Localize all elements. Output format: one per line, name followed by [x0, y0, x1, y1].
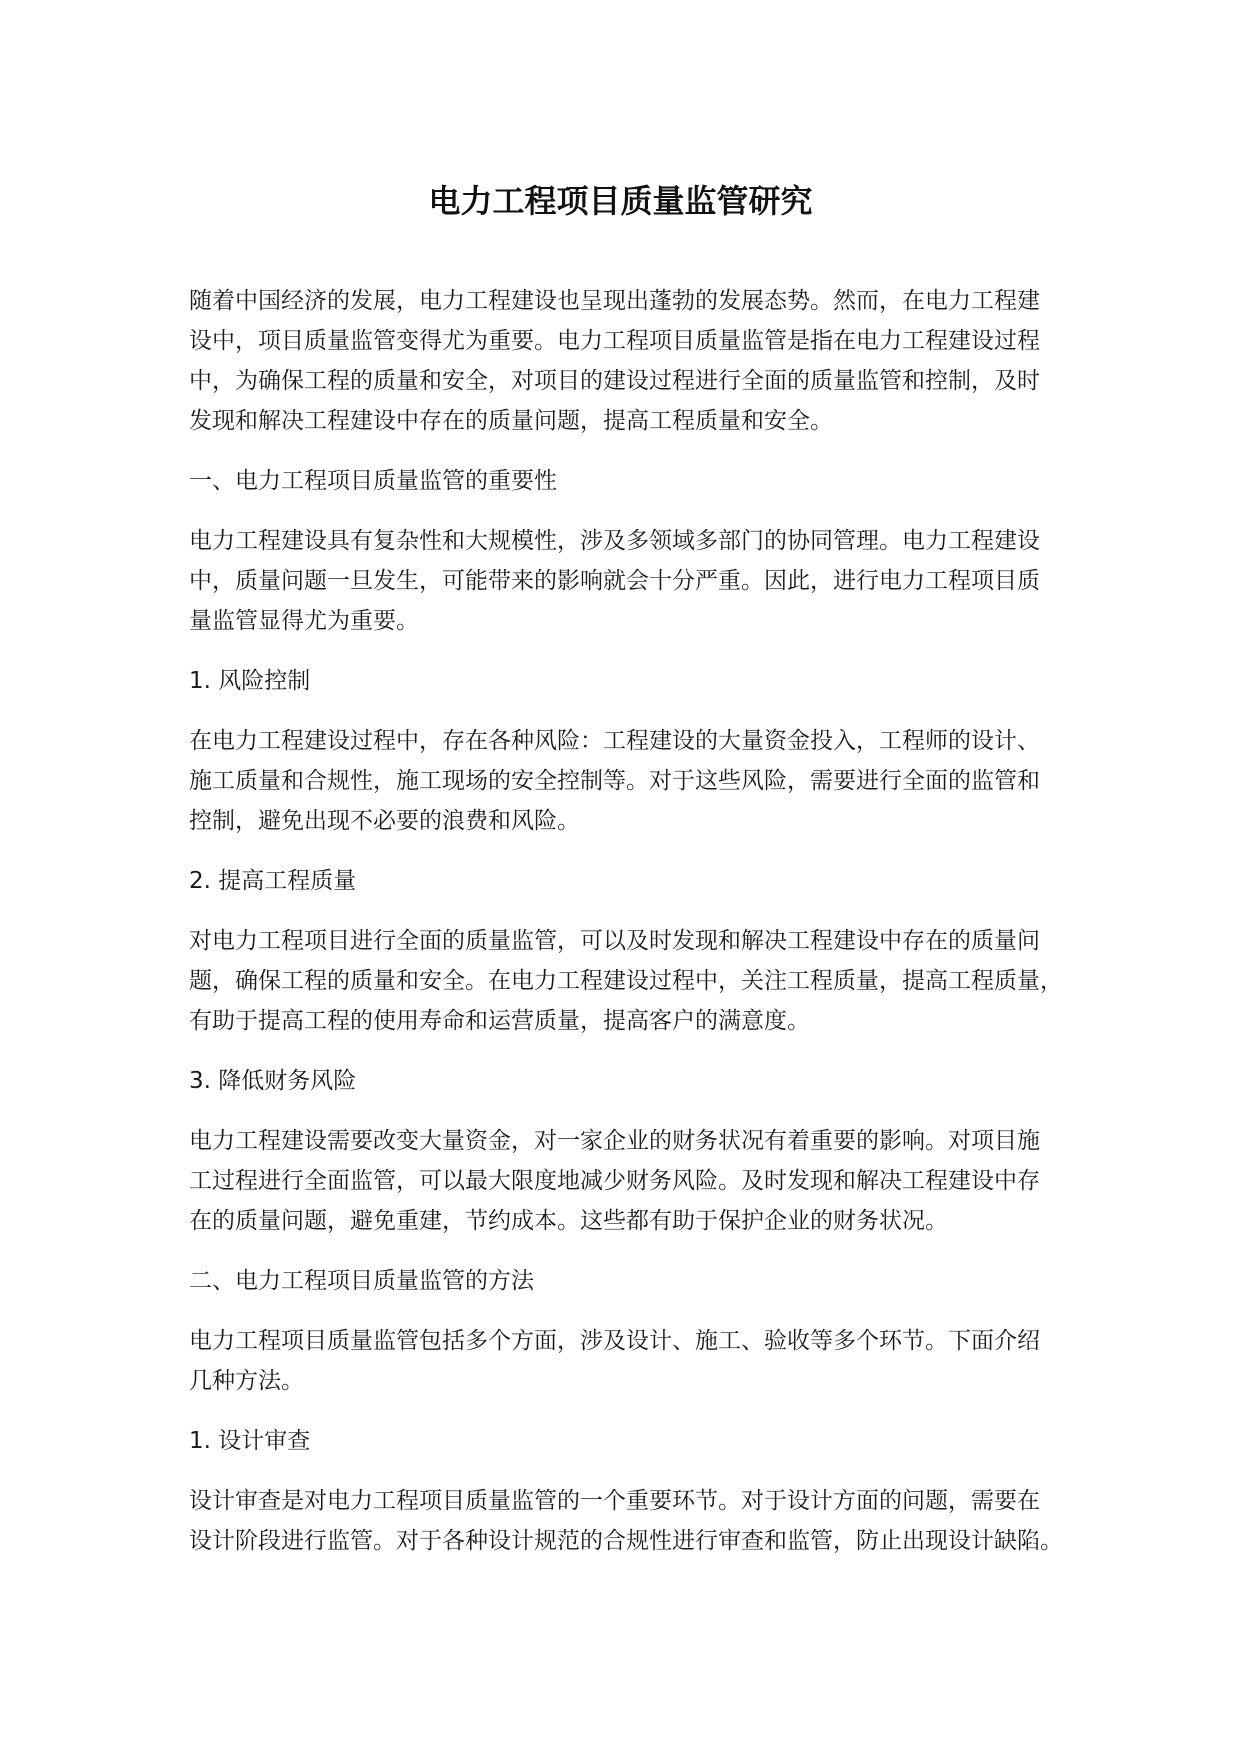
design-review-paragraph: 设计审查是对电力工程项目质量监管的一个重要环节。对于设计方面的问题，需要在 设计阶段进行监管。对于各种设计规范的合规性进行审查和监管，防止出现设计缺陷。	[189, 1488, 1063, 1554]
section-heading-methods: 二、电力工程项目质量监管的方法	[189, 1268, 534, 1294]
subheading-improve-quality: 2. 提高工程质量	[189, 868, 357, 894]
document-body	[189, 281, 1069, 1581]
subheading-risk-control: 1. 风险控制	[189, 668, 311, 694]
financial-risk-paragraph: 电力工程建设需要改变大量资金，对一家企业的财务状况有着重要的影响。对项目施 工过程进行全面监管，可以最大限度地减少财务风险。及时发现和解决工程建设中存 在的质量问题，避免重建，节约成本。这些都有助于保护企业的财务状况。	[189, 1128, 1040, 1234]
improve-quality-paragraph: 对电力工程项目进行全面的质量监管，可以及时发现和解决工程建设中存在的质量问 题，确保工程的质量和安全。在电力工程建设过程中，关注工程质量，提高工程质量， 有助于提高工程的使用寿命和运营质量，提高客户的满意度。	[189, 928, 1063, 1034]
risk-control-paragraph: 在电力工程建设过程中，存在各种风险：工程建设的大量资金投入，工程师的设计、 施工质量和合规性，施工现场的安全控制等。对于这些风险，需要进行全面的监管和 控制，避免出现不必要的浪费和风险。	[189, 728, 1040, 834]
methods-paragraph: 电力工程项目质量监管包括多个方面，涉及设计、施工、验收等多个环节。下面介绍 几种方法。	[189, 1328, 1040, 1394]
intro-paragraph: 随着中国经济的发展，电力工程建设也呈现出蓬勃的发展态势。然而，在电力工程建 设中，项目质量监管变得尤为重要。电力工程项目质量监管是指在电力工程建设过程 中，为确保工程的质量和安全，对项目的建设过程进行全面的质量监管和控制，及时 发现和解决工程建设中存在的质量问题，提高工程质量和安全。	[189, 288, 1040, 434]
importance-paragraph: 电力工程建设具有复杂性和大规模性，涉及多领域多部门的协同管理。电力工程建设 中，质量问题一旦发生，可能带来的影响就会十分严重。因此，进行电力工程项目质 量监管显得尤为重要。	[189, 528, 1040, 634]
subheading-design-review: 1. 设计审查	[189, 1428, 311, 1454]
document-title: 电力工程项目质量监管研究	[428, 182, 813, 220]
subheading-financial-risk: 3. 降低财务风险	[189, 1068, 357, 1094]
section-heading-importance: 一、电力工程项目质量监管的重要性	[189, 468, 557, 494]
